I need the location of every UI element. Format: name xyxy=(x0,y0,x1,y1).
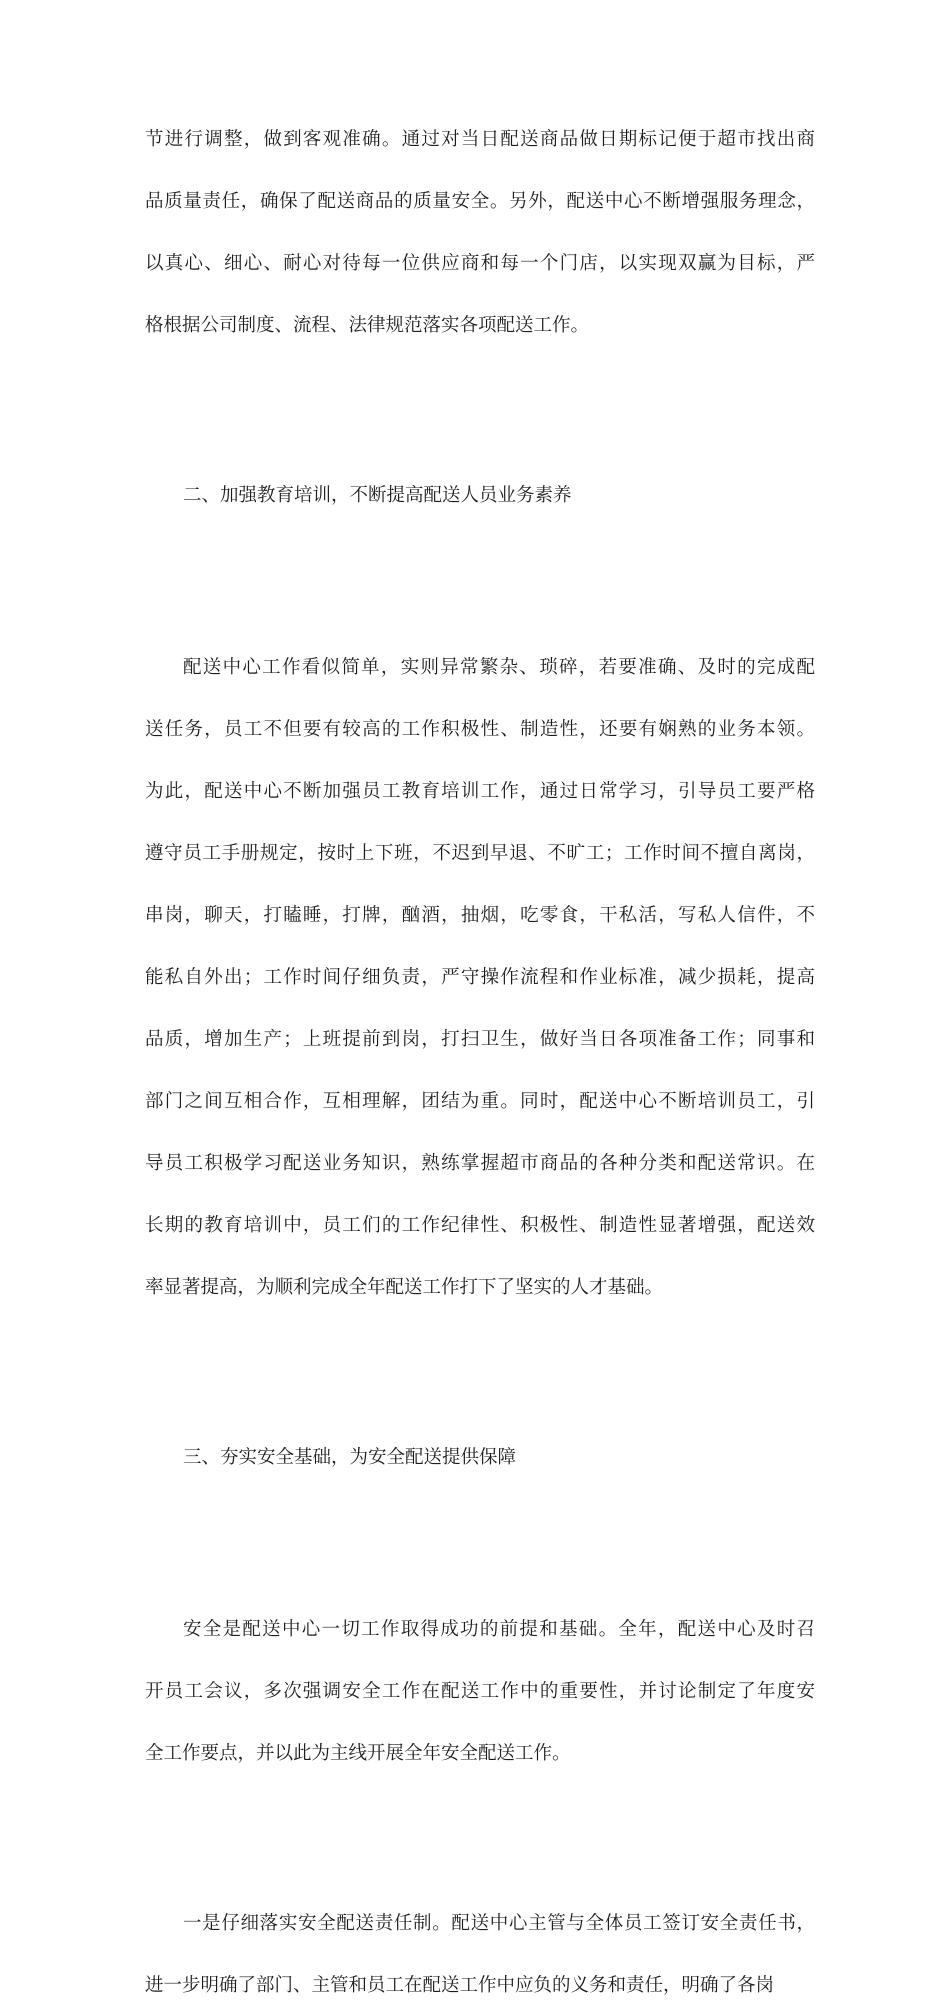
paragraph-line: 配送中心工作看似简单，实则异常繁杂、琐碎，若要准确、及时的完成配 xyxy=(183,657,815,678)
paragraph-line: 送任务，员工不但要有较高的工作积极性、制造性，还要有娴熟的业务本领。 xyxy=(145,719,815,740)
paragraph-line: 一是仔细落实安全配送责任制。配送中心主管与全体员工签订安全责任书， xyxy=(183,1913,815,1934)
paragraph-line: 遵守员工手册规定，按时上下班，不迟到早退、不旷工；工作时间不擅自离岗， xyxy=(145,843,815,864)
paragraph-line: 节进行调整，做到客观准确。通过对当日配送商品做日期标记便于超市找出商 xyxy=(145,129,815,150)
section-heading: 二、加强教育培训，不断提高配送人员业务素养 xyxy=(183,485,572,506)
paragraph-line: 为此，配送中心不断加强员工教育培训工作，通过日常学习，引导员工要严格 xyxy=(145,781,815,802)
paragraph-line: 品质量责任，确保了配送商品的质量安全。另外，配送中心不断增强服务理念， xyxy=(145,191,815,212)
paragraph-line: 串岗，聊天，打瞌睡，打牌，酗酒，抽烟，吃零食，干私活，写私人信件，不 xyxy=(145,905,815,926)
paragraph-line: 全工作要点，并以此为主线开展全年安全配送工作。 xyxy=(145,1743,571,1764)
section-heading: 三、夯实安全基础，为安全配送提供保障 xyxy=(183,1447,517,1468)
paragraph-line: 率显著提高，为顺利完成全年配送工作打下了坚实的人才基础。 xyxy=(145,1277,664,1298)
paragraph-line: 以真心、细心、耐心对待每一位供应商和每一个门店，以实现双赢为目标，严 xyxy=(145,253,815,274)
paragraph-line: 能私自外出；工作时间仔细负责，严守操作流程和作业标准，减少损耗，提高 xyxy=(145,967,815,988)
paragraph-line: 品质，增加生产；上班提前到岗，打扫卫生，做好当日各项准备工作；同事和 xyxy=(145,1029,815,1050)
paragraph-line: 导员工积极学习配送业务知识，熟练掌握超市商品的各种分类和配送常识。在 xyxy=(145,1153,815,1174)
paragraph-line: 格根据公司制度、流程、法律规范落实各项配送工作。 xyxy=(145,315,590,336)
paragraph-line: 安全是配送中心一切工作取得成功的前提和基础。全年，配送中心及时召 xyxy=(183,1619,815,1640)
paragraph-line: 长期的教育培训中，员工们的工作纪律性、积极性、制造性显著增强，配送效 xyxy=(145,1215,815,1236)
paragraph-line: 开员工会议，多次强调安全工作在配送工作中的重要性，并讨论制定了年度安 xyxy=(145,1681,815,1702)
paragraph-line: 进一步明确了部门、主管和员工在配送工作中应负的义务和责任，明确了各岗 xyxy=(145,1975,775,1996)
paragraph-line: 部门之间互相合作，互相理解，团结为重。同时，配送中心不断培训员工，引 xyxy=(145,1091,815,1112)
